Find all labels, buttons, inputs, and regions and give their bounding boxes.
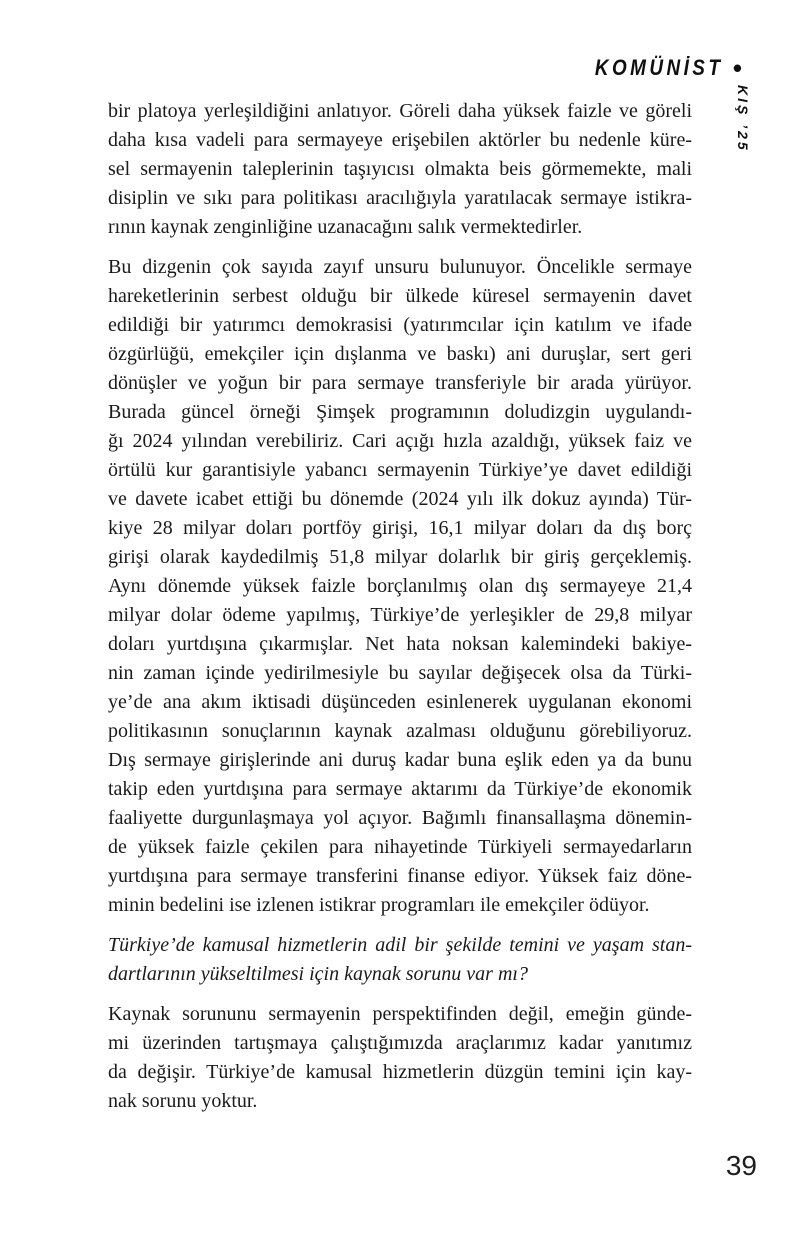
magazine-title: KOMÜNİST xyxy=(594,55,723,80)
text-line: ğı 2024 yılından verebiliriz. Cari açığı hızla azaldığı, yüksek faiz ve xyxy=(108,430,692,452)
bullet-icon: • xyxy=(732,53,742,83)
text-line: edildiği bir yatırımcı demokrasisi (yatırımcılar için katılım ve ifade xyxy=(108,314,692,336)
paragraph-3 xyxy=(108,1000,692,1116)
text-line: mi üzerinden tartışmaya çalıştığımızda araçlarımız kadar yanıtımız xyxy=(108,1032,692,1054)
text-line: de yüksek faizle çekilen para nihayetinde Türkiyeli sermayedarların xyxy=(108,836,692,858)
text-line: faaliyette durgunlaşmaya yol açıyor. Bağımlı finansallaşma dönemin- xyxy=(108,807,692,829)
article-body xyxy=(108,97,692,1127)
text-line: yurtdışına para sermaye transferini finanse ediyor. Yüksek faiz döne- xyxy=(108,865,692,887)
text-line: daha kısa vadeli para sermayeye erişebilen aktörler bu nedenle küre- xyxy=(108,129,692,151)
text-line: doları yurtdışına çıkarmışlar. Net hata noksan kalemindeki bakiye- xyxy=(108,633,692,655)
text-line: milyar dolar ödeme yapılmış, Türkiye’de yerleşikler de 29,8 milyar xyxy=(108,604,692,626)
text-line: politikasının sonuçlarının kaynak azalması olduğunu görebiliyoruz. xyxy=(108,720,692,742)
text-line: Bu dizgenin çok sayıda zayıf unsuru bulunuyor. Öncelikle sermaye xyxy=(108,256,692,278)
text-line: ye’de ana akım iktisadi düşünceden esinlenerek uygulanan ekonomi xyxy=(108,691,692,713)
page-header xyxy=(574,55,742,81)
text-line: dönüşler ve yoğun bir para sermaye transferiyle bir arada yürüyor. xyxy=(108,372,692,394)
text-line: girişi olarak kaydedilmiş 51,8 milyar dolarlık bir giriş gerçeklemiş. xyxy=(108,546,692,568)
text-line: dartlarının yükseltilmesi için kaynak sorunu var mı? xyxy=(108,963,528,985)
text-line: kiye 28 milyar doları portföy girişi, 16,1 milyar doları da dış borç xyxy=(108,517,692,539)
paragraph-2 xyxy=(108,253,692,920)
text-line: Burada güncel örneği Şimşek programının doludizgin uygulandı- xyxy=(108,401,692,423)
text-line: sel sermayenin taleplerinin taşıyıcısı olmakta beis görmemekte, mali xyxy=(108,158,692,180)
text-line: takip eden yurtdışına para sermaye aktarımı da Türkiye’de ekonomik xyxy=(108,778,692,800)
text-line: örtülü kur garantisiyle yabancı sermayenin Türkiye’ye davet edildiği xyxy=(108,459,692,481)
text-line: bir platoya yerleşildiğini anlatıyor. Göreli daha yüksek faizle ve göreli xyxy=(108,100,692,122)
page-number: 39 xyxy=(725,1150,757,1181)
text-line: hareketlerinin serbest olduğu bir ülkede küresel sermayenin davet xyxy=(108,285,692,307)
text-line: da değişir. Türkiye’de kamusal hizmetlerin düzgün temini için kay- xyxy=(108,1061,692,1083)
text-line: Kaynak sorununu sermayenin perspektifinden değil, emeğin günde- xyxy=(108,1003,692,1025)
text-line: minin bedelini ise izlenen istikrar programları ile emekçiler ödüyor. xyxy=(108,894,650,916)
text-line: özgürlüğü, emekçiler için dışlanma ve baskı) ani duruşlar, sert geri xyxy=(108,343,692,365)
text-line: Aynı dönemde yüksek faizle borçlanılmış olan dış sermayeye 21,4 xyxy=(108,575,692,597)
text-line: ve davete icabet ettiği bu dönemde (2024 yılı ilk dokuz ayında) Tür- xyxy=(108,488,692,510)
text-line: disiplin ve sıkı para politikası aracılığıyla yaratılacak sermaye istikra- xyxy=(108,187,692,209)
text-line: rının kaynak zenginliğine uzanacağını salık vermektedirler. xyxy=(108,216,583,238)
text-line: Dış sermaye girişlerinde ani duruş kadar buna eşlik eden ya da bunu xyxy=(108,749,692,771)
text-line: nin zaman içinde yedirilmesiyle bu sayılar değişecek olsa da Türki- xyxy=(108,662,692,684)
issue-label: KIŞ ’25 xyxy=(735,85,751,153)
interview-question xyxy=(108,931,692,989)
text-line: nak sorunu yoktur. xyxy=(108,1090,258,1112)
paragraph-1 xyxy=(108,97,692,242)
text-line: Türkiye’de kamusal hizmetlerin adil bir şekilde temini ve yaşam stan- xyxy=(108,934,692,956)
